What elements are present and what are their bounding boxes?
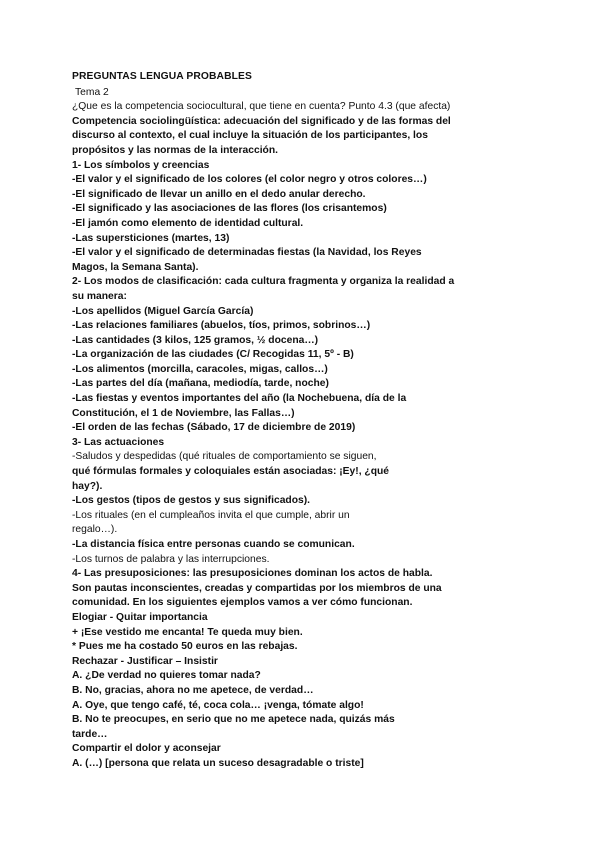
text-line: su manera: xyxy=(72,290,127,302)
text-line: -La organización de las ciudades (C/ Recogidas 11, 5º - B) xyxy=(72,349,354,361)
text-line: -Las fiestas y eventos importantes del año (la Nochebuena, día de la xyxy=(72,393,407,405)
text-line: Competencia sociolingüística: adecuación del significado y de las formas del xyxy=(72,115,451,127)
text-line: -Saludos y despedidas (qué rituales de comportamiento se siguen, xyxy=(72,451,377,463)
text-line: -La distancia física entre personas cuando se comunican. xyxy=(72,539,355,550)
text-line: Elogiar - Quitar importancia xyxy=(72,611,208,623)
document-body xyxy=(72,115,492,772)
text-line: -El valor y el significado de determinadas fiestas (la Navidad, los Reyes xyxy=(72,247,422,259)
document-question: ¿Que es la competencia sociocultural, que tiene en cuenta? Punto 4.3 (que afecta) xyxy=(72,101,451,113)
text-line: qué fórmulas formales y coloquiales están asociadas: ¡Ey!, ¿qué xyxy=(72,466,390,478)
text-line: Compartir el dolor y aconsejar xyxy=(72,743,221,755)
text-line: -Las partes del día (mañana, mediodía, tarde, noche) xyxy=(72,378,329,390)
text-line: -Los gestos (tipos de gestos y sus significados). xyxy=(72,495,311,507)
text-line: tarde… xyxy=(72,728,108,740)
text-line: discurso al contexto, el cual incluye la situación de los participantes, los xyxy=(72,130,428,142)
text-line: 4- Las presuposiciones: las presuposiciones dominan los actos de habla. xyxy=(72,568,433,580)
text-line: -Las cantidades (3 kilos, 125 gramos, ½ docena…) xyxy=(72,334,319,346)
text-line: -El orden de las fechas (Sábado, 17 de diciembre de 2019) xyxy=(72,422,356,434)
text-line: 3- Las actuaciones xyxy=(72,436,165,448)
text-line: -Las supersticiones (martes, 13) xyxy=(72,232,230,244)
text-line: -El significado y las asociaciones de las flores (los crisantemos) xyxy=(72,203,387,215)
text-line: A. ¿De verdad no quieres tomar nada? xyxy=(72,670,261,682)
text-line: -Los alimentos (morcilla, caracoles, migas, callos…) xyxy=(72,363,328,375)
text-line: + ¡Ese vestido me encanta! Te queda muy bien. xyxy=(72,626,303,638)
text-line: -El valor y el significado de los colores (el color negro y otros colores…) xyxy=(72,174,427,186)
text-line: -Los apellidos (Miguel García García) xyxy=(72,305,254,317)
text-line: B. No, gracias, ahora no me apetece, de verdad… xyxy=(72,684,314,696)
text-line: -El significado de llevar un anillo en el dedo anular derecho. xyxy=(72,188,366,200)
text-line: Rechazar - Justificar – Insistir xyxy=(72,655,218,667)
text-line: * Pues me ha costado 50 euros en las rebajas. xyxy=(72,641,298,653)
text-line: 1- Los símbolos y creencias xyxy=(72,159,210,171)
text-line: -Los turnos de palabra y las interrupciones. xyxy=(72,553,270,565)
text-line: Magos, la Semana Santa). xyxy=(72,261,199,273)
text-line: comunidad. En los siguientes ejemplos vamos a ver cómo funcionan. xyxy=(72,597,413,609)
text-line: -Las relaciones familiares (abuelos, tíos, primos, sobrinos…) xyxy=(72,320,371,332)
text-line: B. No te preocupes, en serio que no me apetece nada, quizás más xyxy=(72,714,395,726)
document-subtitle: Tema 2 xyxy=(75,86,109,98)
text-line: -El jamón como elemento de identidad cultural. xyxy=(72,217,304,229)
text-line: A. (…) [persona que relata un suceso desagradable o triste] xyxy=(72,757,364,769)
document-title: PREGUNTAS LENGUA PROBABLES xyxy=(72,71,252,82)
text-line: hay?). xyxy=(72,480,103,492)
document-page xyxy=(72,70,492,772)
text-line: regalo…). xyxy=(72,524,118,536)
text-line: Son pautas inconscientes, creadas y compartidas por los miembros de una xyxy=(72,582,442,594)
text-line: -Los rituales (en el cumpleaños invita el que cumple, abrir un xyxy=(72,509,350,521)
text-line: 2- Los modos de clasificación: cada cultura fragmenta y organiza la realidad a xyxy=(72,276,455,288)
text-line: A. Oye, que tengo café, té, coca cola… ¡venga, tómate algo! xyxy=(72,699,364,711)
text-line: propósitos y las normas de la interacción. xyxy=(72,144,278,156)
text-line: Constitución, el 1 de Noviembre, las Fallas…) xyxy=(72,407,295,419)
